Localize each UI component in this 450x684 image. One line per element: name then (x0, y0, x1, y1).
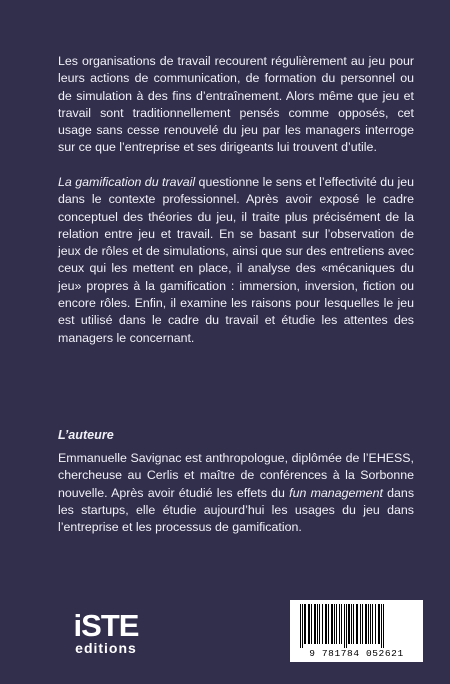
barcode-bar (353, 604, 354, 644)
barcode (290, 600, 423, 662)
barcode-bar (311, 604, 312, 644)
barcode-bar (317, 604, 318, 644)
logo-sub-text: editions (75, 640, 137, 656)
barcode-bar (314, 604, 316, 644)
barcode-bars (294, 604, 419, 648)
author-heading: L’auteure (58, 428, 114, 442)
author-bio-part-1: Emmanuelle Savignac est anthropologue, diplômée de l’EHESS, chercheuse au Cerlis et maître de conférences à la Sorbonne nouvelle. Après avoir étudié les effets du (58, 451, 414, 500)
book-title-italic: La gamification du travail (58, 175, 196, 189)
barcode-bar (300, 604, 301, 648)
barcode-bar (344, 604, 345, 648)
barcode-bar (308, 604, 310, 644)
barcode-bar (368, 604, 369, 644)
author-bio-part-2: dans les startups, elle étudie aujourd’hui les usages du jeu dans l’entreprise et les processus de gamification. (58, 485, 415, 535)
barcode-bar (331, 604, 333, 644)
barcode-bar (378, 604, 380, 644)
iste-editions-logo (56, 608, 156, 658)
barcode-bar (383, 604, 384, 648)
blurb-paragraph-1: Les organisations de travail recourent régulièrement au jeu pour leurs actions de communication, de formation du personnel ou de simulation à des fins d’entraînement. Alors même que jeu et travail sont traditionnellement pensés comme opposés, cet usage sans cesse renouvelé du jeu par les managers interroge sur ce que l’entreprise et ses dirigeants lui trouvent d’utile. (58, 54, 414, 155)
logo-main-text: iSTE (73, 608, 139, 643)
barcode-bar (341, 604, 342, 644)
barcode-bar (351, 604, 352, 644)
barcode-bar (339, 604, 340, 644)
barcode-bar (302, 604, 303, 648)
barcode-bar (328, 604, 329, 644)
barcode-bar (360, 604, 361, 644)
barcode-bar (304, 604, 306, 644)
barcode-bar (356, 604, 358, 644)
barcode-bar (336, 604, 337, 644)
barcode-bar (370, 604, 371, 644)
barcode-bar (334, 604, 335, 644)
barcode-bar (322, 604, 323, 644)
author-bio (58, 450, 414, 536)
barcode-bar (372, 604, 373, 644)
blurb-paragraph-2 (58, 174, 414, 347)
barcode-bar (362, 604, 363, 644)
barcode-bar (348, 604, 350, 644)
isbn-number: 9 781784 052621 (309, 648, 404, 659)
blurb-paragraph-2-text: questionne le sens et l’effectivité du jeu dans le contexte professionnel. Après avoir exposé le cadre conceptuel des théories du jeu, il traite plus précisément de la relation entre jeu et travail. En se basant sur l’observation de jeux de rôles et de simulations, ainsi que sur des entretiens avec ceux qui les mettent en place, il analyse des «mécaniques du jeu» propres à la gamification : immersion, inversion, fiction ou encore rôles. Enfin, il examine les raisons pour lesquelles le jeu est utilisé dans le cadre du travail et étudie les attentes des managers le concernant. (58, 175, 414, 345)
barcode-bar (325, 604, 327, 644)
barcode-bar (319, 604, 320, 644)
barcode-bar (375, 604, 376, 644)
barcode-bar (365, 604, 367, 644)
barcode-bar (346, 604, 347, 648)
author-bio-italic: fun management (289, 485, 383, 500)
barcode-bar (381, 604, 382, 648)
